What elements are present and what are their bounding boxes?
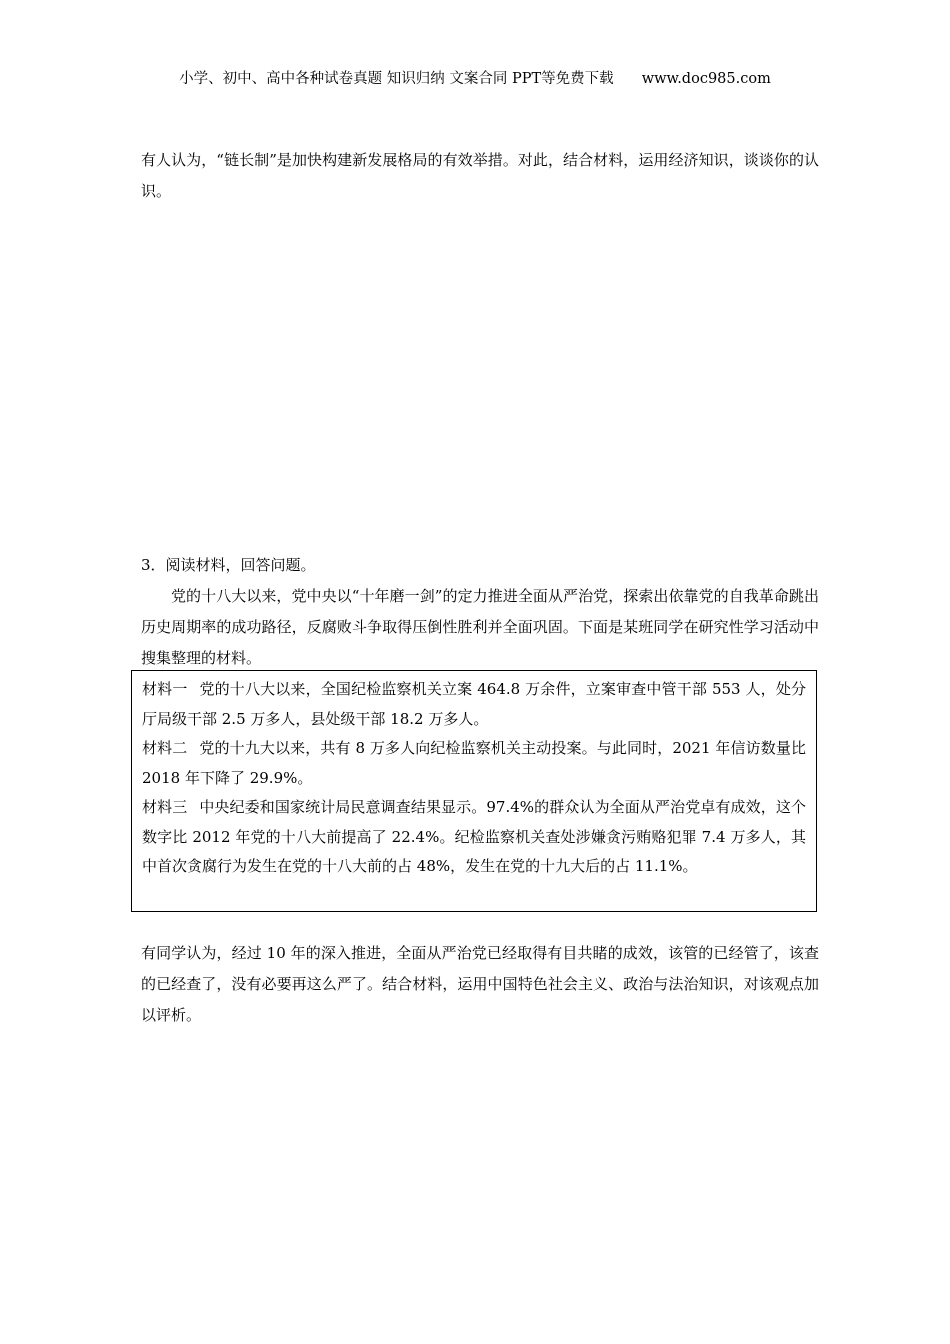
material-2 bbox=[142, 734, 806, 793]
material-3-text: 中央纪委和国家统计局民意调查结果显示。97.4%的群众认为全面从严治党卓有成效，这个数字比 2012 年党的十八大前提高了 22.4%。纪检监察机关查处涉嫌贪污贿赂犯罪 7.4 万多人，其中首次贪腐行为发生在党的十八大前的占 48%，发生在党的十九大后的占 11.1%。 bbox=[142, 798, 806, 875]
material-3 bbox=[142, 793, 806, 882]
header-text: 小学、初中、高中各种试卷真题 知识归纳 文案合同 PPT等免费下载 bbox=[179, 71, 614, 87]
material-1-label: 材料一 bbox=[142, 680, 188, 698]
question-3-prompt: 有同学认为，经过 10 年的深入推进，全面从严治党已经取得有目共睹的成效，该管的已经管了，该查的已经查了，没有必要再这么严了。结合材料，运用中国特色社会主义、政治与法治知识，对该观点加以评析。 bbox=[141, 944, 819, 1024]
material-2-label: 材料二 bbox=[142, 739, 188, 757]
question-3-intro: 党的十八大以来，党中央以“十年磨一剑”的定力推进全面从严治党，探索出依靠党的自我革命跳出历史周期率的成功路径，反腐败斗争取得压倒性胜利并全面巩固。下面是某班同学在研究性学习活动中搜集整理的材料。 bbox=[141, 587, 819, 667]
material-2-text: 党的十九大以来，共有 8 万多人向纪检监察机关主动投案。与此同时，2021 年信访数量比 2018 年下降了 29.9%。 bbox=[142, 739, 806, 787]
material-3-label: 材料三 bbox=[142, 798, 188, 816]
material-1-text: 党的十八大以来，全国纪检监察机关立案 464.8 万余件，立案审查中管干部 553 人，处分厅局级干部 2.5 万多人，县处级干部 18.2 万多人。 bbox=[142, 680, 806, 728]
page-header bbox=[0, 69, 950, 89]
question-2-prompt: 有人认为，“链长制”是加快构建新发展格局的有效举措。对此，结合材料，运用经济知识，谈谈你的认识。 bbox=[141, 151, 819, 200]
materials-box bbox=[131, 670, 817, 912]
header-site: www.doc985.com bbox=[641, 71, 771, 87]
question-3-title: 3．阅读材料，回答问题。 bbox=[141, 556, 316, 574]
material-1 bbox=[142, 675, 806, 734]
